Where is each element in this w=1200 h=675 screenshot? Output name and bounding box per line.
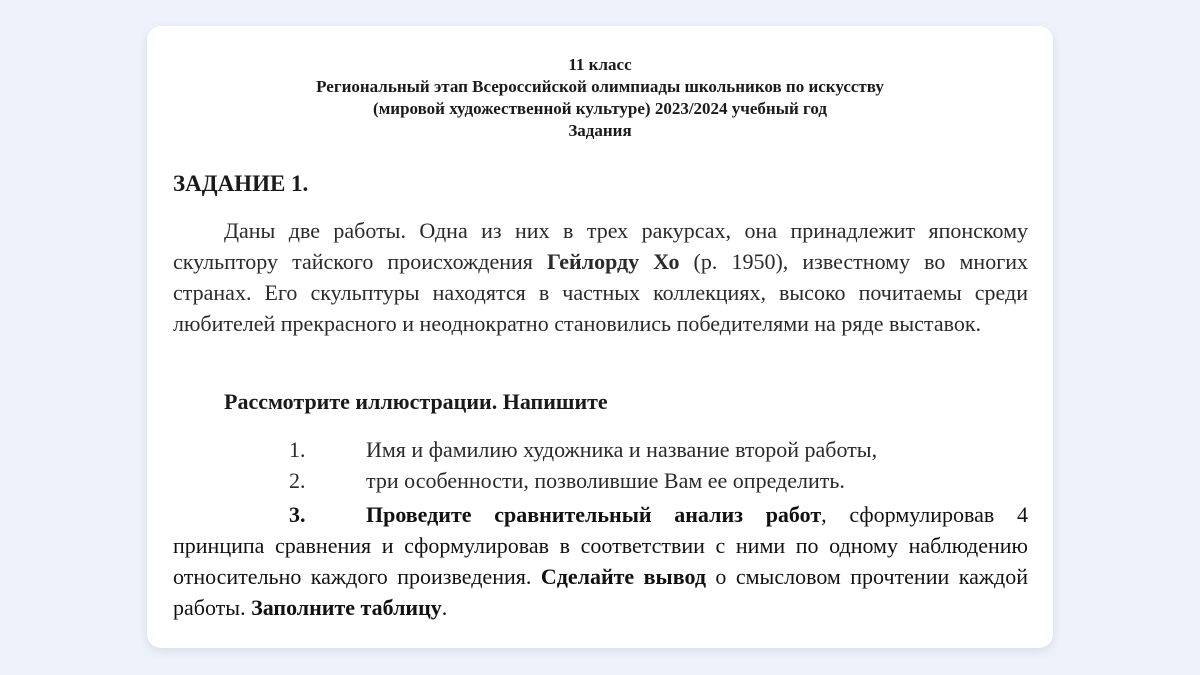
list-item-3-number: 3. (289, 502, 306, 527)
tasks-label: Задания (568, 121, 632, 140)
list-item-text: Имя и фамилию художника и название второй работы, (366, 437, 878, 462)
olympiad-title-line2: (мировой художественной культуре) 2023/2024 учебный год (373, 99, 827, 118)
olympiad-title-line1: Региональный этап Всероссийской олимпиады школьников по искусству (316, 77, 884, 96)
sculptor-name: Гейлорду Хо (546, 249, 680, 274)
intro-text-2: (р. 1950), известному во многих странах. Его скульптуры находятся в частных коллекциях, высоко почитаемы среди любителей прекрасного и неоднократно становились победителями на ряде выставок. (173, 249, 1028, 336)
grade-label: 11 класс (568, 55, 632, 74)
list-item-3-paragraph (173, 499, 1028, 623)
list-item-number: 1. (289, 437, 306, 462)
item3-bold-table: Заполните таблицу (251, 595, 442, 620)
item3-end: . (441, 595, 448, 620)
item3-bold-phrase: Проведите сравнительный анализ работ (366, 502, 822, 527)
task-instruction: Рассмотрите иллюстрации. Напишите (224, 389, 608, 414)
task-title: ЗАДАНИЕ 1. (173, 171, 309, 196)
item3-bold-conclusion: Сделайте вывод (540, 564, 706, 589)
intro-text-1: Даны две работы. Одна из них в трех ракурсах, она принадлежит японскому скульптору тайского происхождения (173, 218, 1028, 274)
list-item-number: 2. (289, 468, 306, 493)
document-header (147, 54, 1053, 142)
task-intro-paragraph (173, 215, 1028, 339)
item3-text-1: , сформулировав 4 принципа сравнения и сформулировав в соответствии с ними по одному наблюдению относительно каждого произведения. (173, 502, 1029, 589)
document-card (147, 26, 1053, 648)
list-item-text: три особенности, позволившие Вам ее определить. (366, 468, 845, 493)
item3-text-2: о смысловом прочтении каждой работы. (173, 564, 1029, 620)
